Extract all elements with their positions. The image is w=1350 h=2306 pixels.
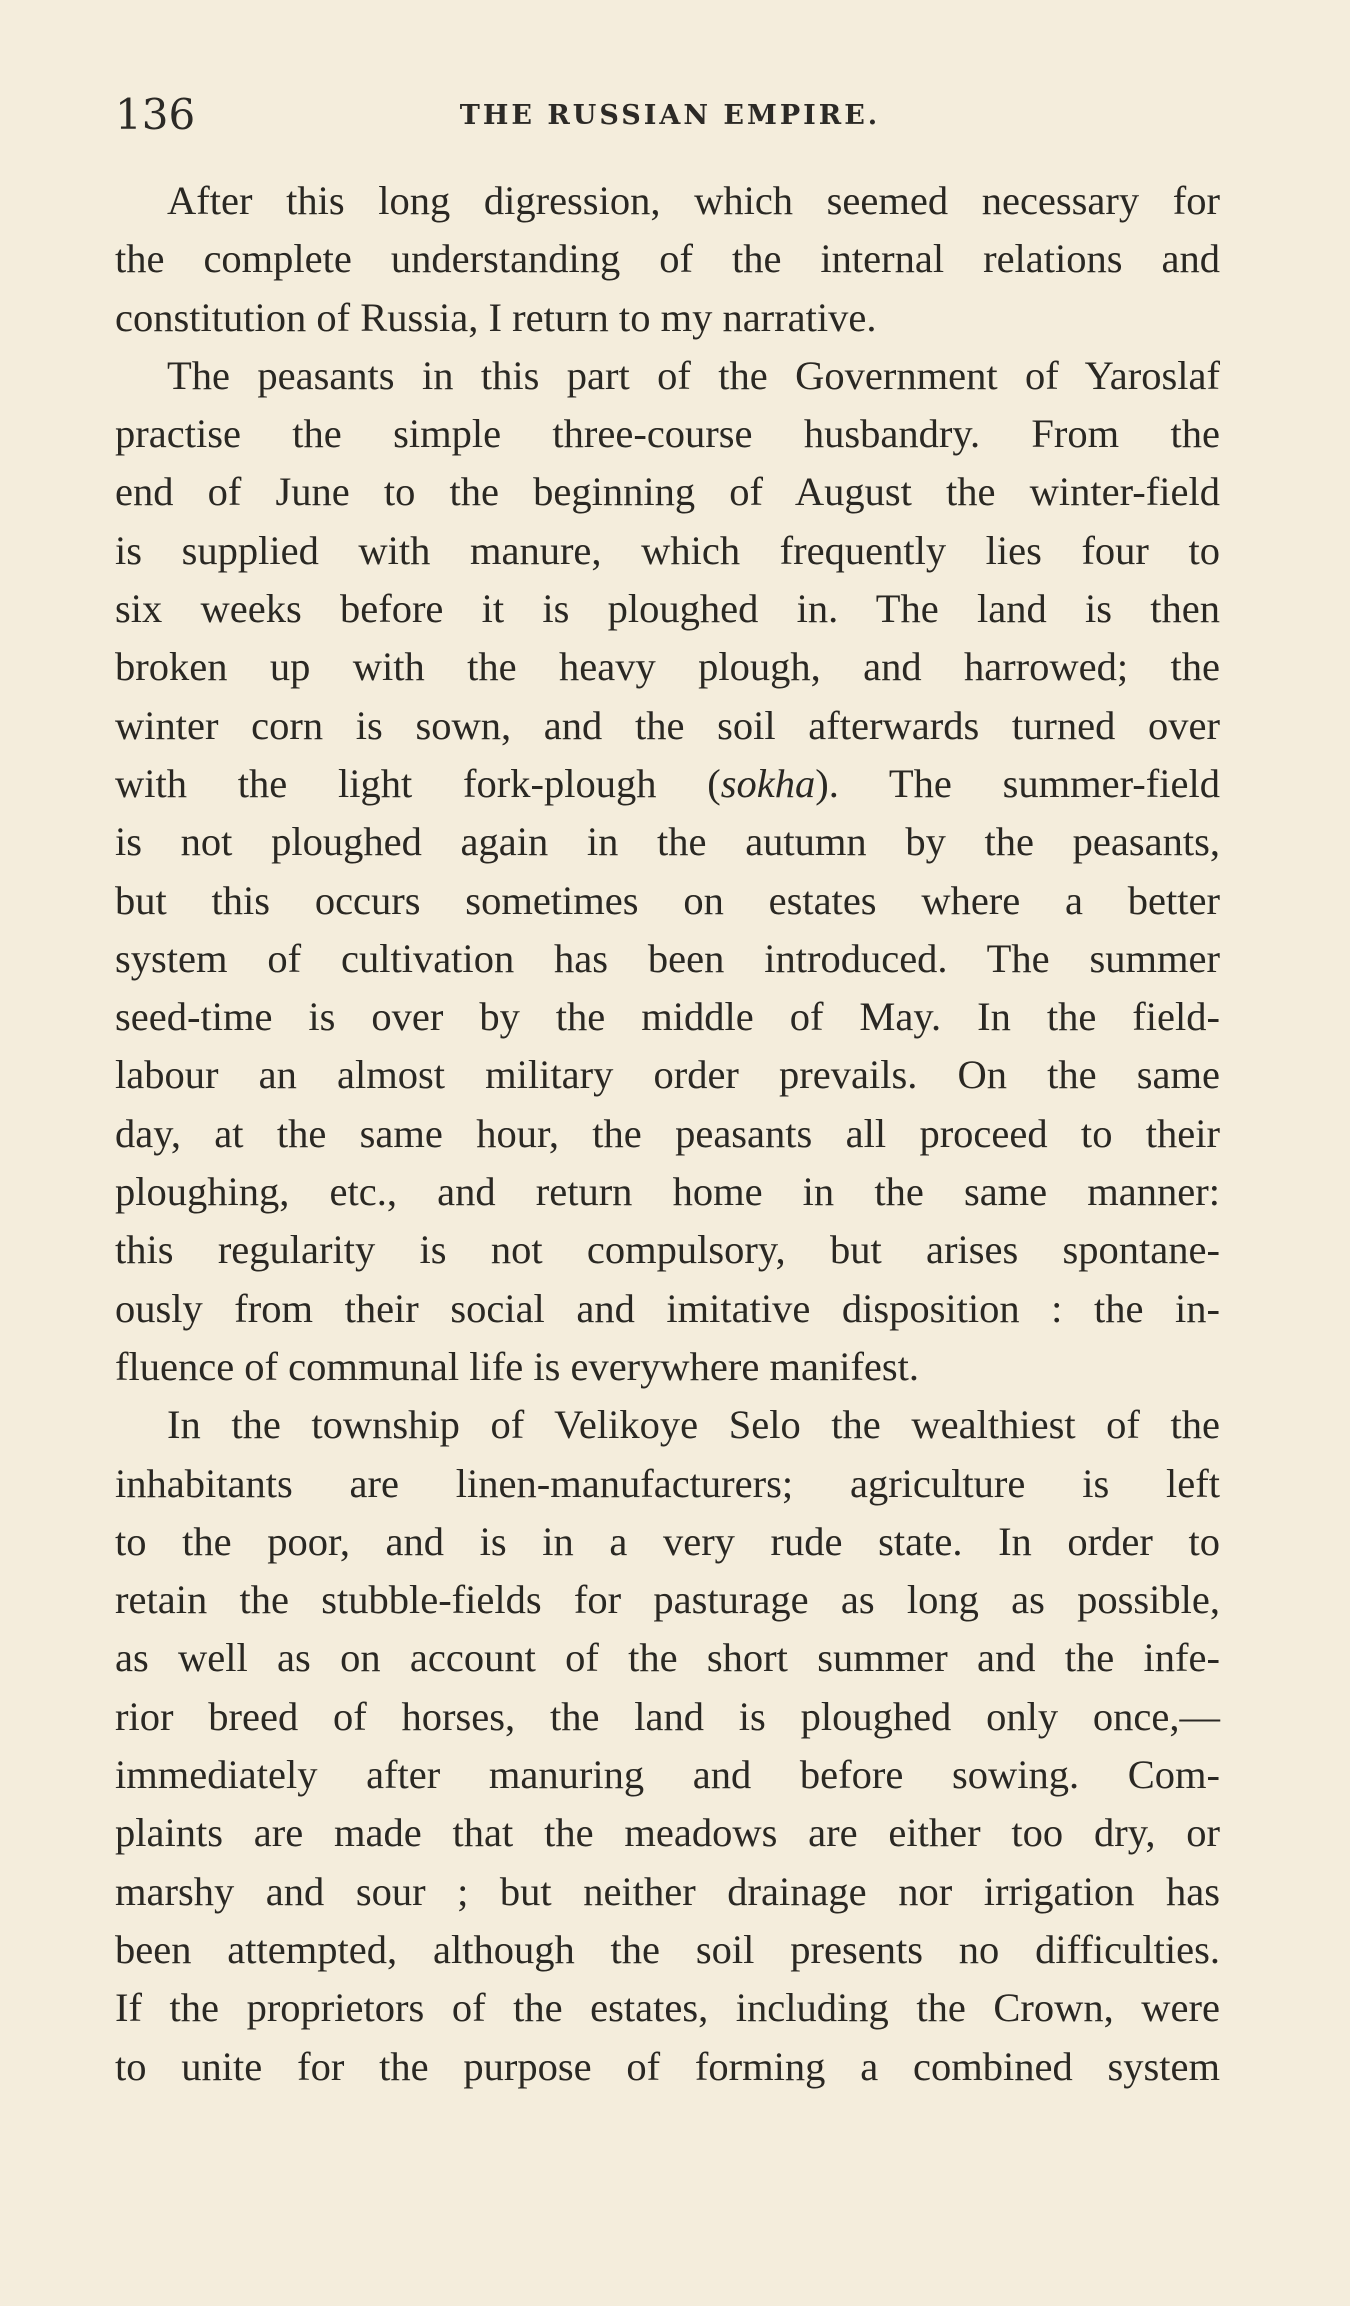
text-line: to unite for the purpose of forming a combined system: [115, 2043, 1220, 2089]
text-line: marshy and sour ; but neither drainage nor irrigation has: [115, 1868, 1220, 1914]
text-line-with-italic: [115, 755, 1220, 813]
text-line: broken up with the heavy plough, and harrowed; the: [115, 644, 1220, 690]
text-line: six weeks before it is ploughed in. The land is then: [115, 586, 1220, 632]
paragraph-3: [115, 1396, 1220, 2096]
text-line: ploughing, etc., and return home in the same manner:: [115, 1169, 1220, 1215]
page-number: 136: [115, 90, 196, 139]
text-line: constitution of Russia, I return to my narrative.: [115, 294, 877, 340]
text-segment: ). The summer-field: [815, 760, 1220, 806]
running-head: [115, 90, 1225, 140]
text-line: The peasants in this part of the Government of Yaroslaf: [167, 352, 1220, 398]
text-line: to the poor, and is in a very rude state. In order to: [115, 1518, 1220, 1564]
text-line: In the township of Velikoye Selo the wealthiest of the: [167, 1402, 1220, 1448]
text-line: seed-time is over by the middle of May. In the field-: [115, 994, 1220, 1040]
text-line: but this occurs sometimes on estates where a better: [115, 877, 1220, 923]
text-line: After this long digression, which seemed necessary for: [167, 178, 1220, 223]
text-line: end of June to the beginning of August the winter-field: [115, 469, 1220, 515]
text-line: this regularity is not compulsory, but arises spontane-: [115, 1227, 1220, 1273]
text-line: the complete understanding of the internal relations and: [115, 236, 1220, 282]
text-line: If the proprietors of the estates, including the Crown, were: [115, 1985, 1220, 2031]
text-line: inhabitants are linen-manufacturers; agriculture is left: [115, 1460, 1220, 1506]
body-text: [115, 172, 1220, 2096]
text-line: as well as on account of the short summer and the infe-: [115, 1635, 1220, 1681]
text-line: labour an almost military order prevails. On the same: [115, 1052, 1220, 1098]
text-line: plaints are made that the meadows are either too dry, or: [115, 1810, 1220, 1856]
text-line: is supplied with manure, which frequently lies four to: [115, 527, 1220, 573]
text-line: ously from their social and imitative disposition : the in-: [115, 1285, 1220, 1331]
text-line: immediately after manuring and before sowing. Com-: [115, 1752, 1220, 1798]
text-line: fluence of communal life is everywhere manifest.: [115, 1343, 920, 1389]
text-line: winter corn is sown, and the soil afterwards turned over: [115, 702, 1220, 748]
text-line: day, at the same hour, the peasants all proceed to their: [115, 1110, 1220, 1156]
text-line: rior breed of horses, the land is ploughed only once,—: [115, 1693, 1220, 1739]
text-line: is not ploughed again in the autumn by the peasants,: [115, 819, 1220, 865]
paragraph-1: [115, 172, 1220, 347]
text-line: been attempted, although the soil presents no difficulties.: [115, 1926, 1220, 1972]
text-line: system of cultivation has been introduced. The summer: [115, 935, 1220, 981]
text-line: retain the stubble-fields for pasturage as long as possible,: [115, 1577, 1220, 1623]
text-segment: with the light fork-plough (: [115, 760, 721, 806]
italic-term: sokha: [720, 760, 816, 806]
running-head-title: THE RUSSIAN EMPIRE.: [459, 100, 881, 131]
paragraph-2: [115, 347, 1220, 1396]
text-line: practise the simple three-course husbandry. From the: [115, 411, 1220, 457]
